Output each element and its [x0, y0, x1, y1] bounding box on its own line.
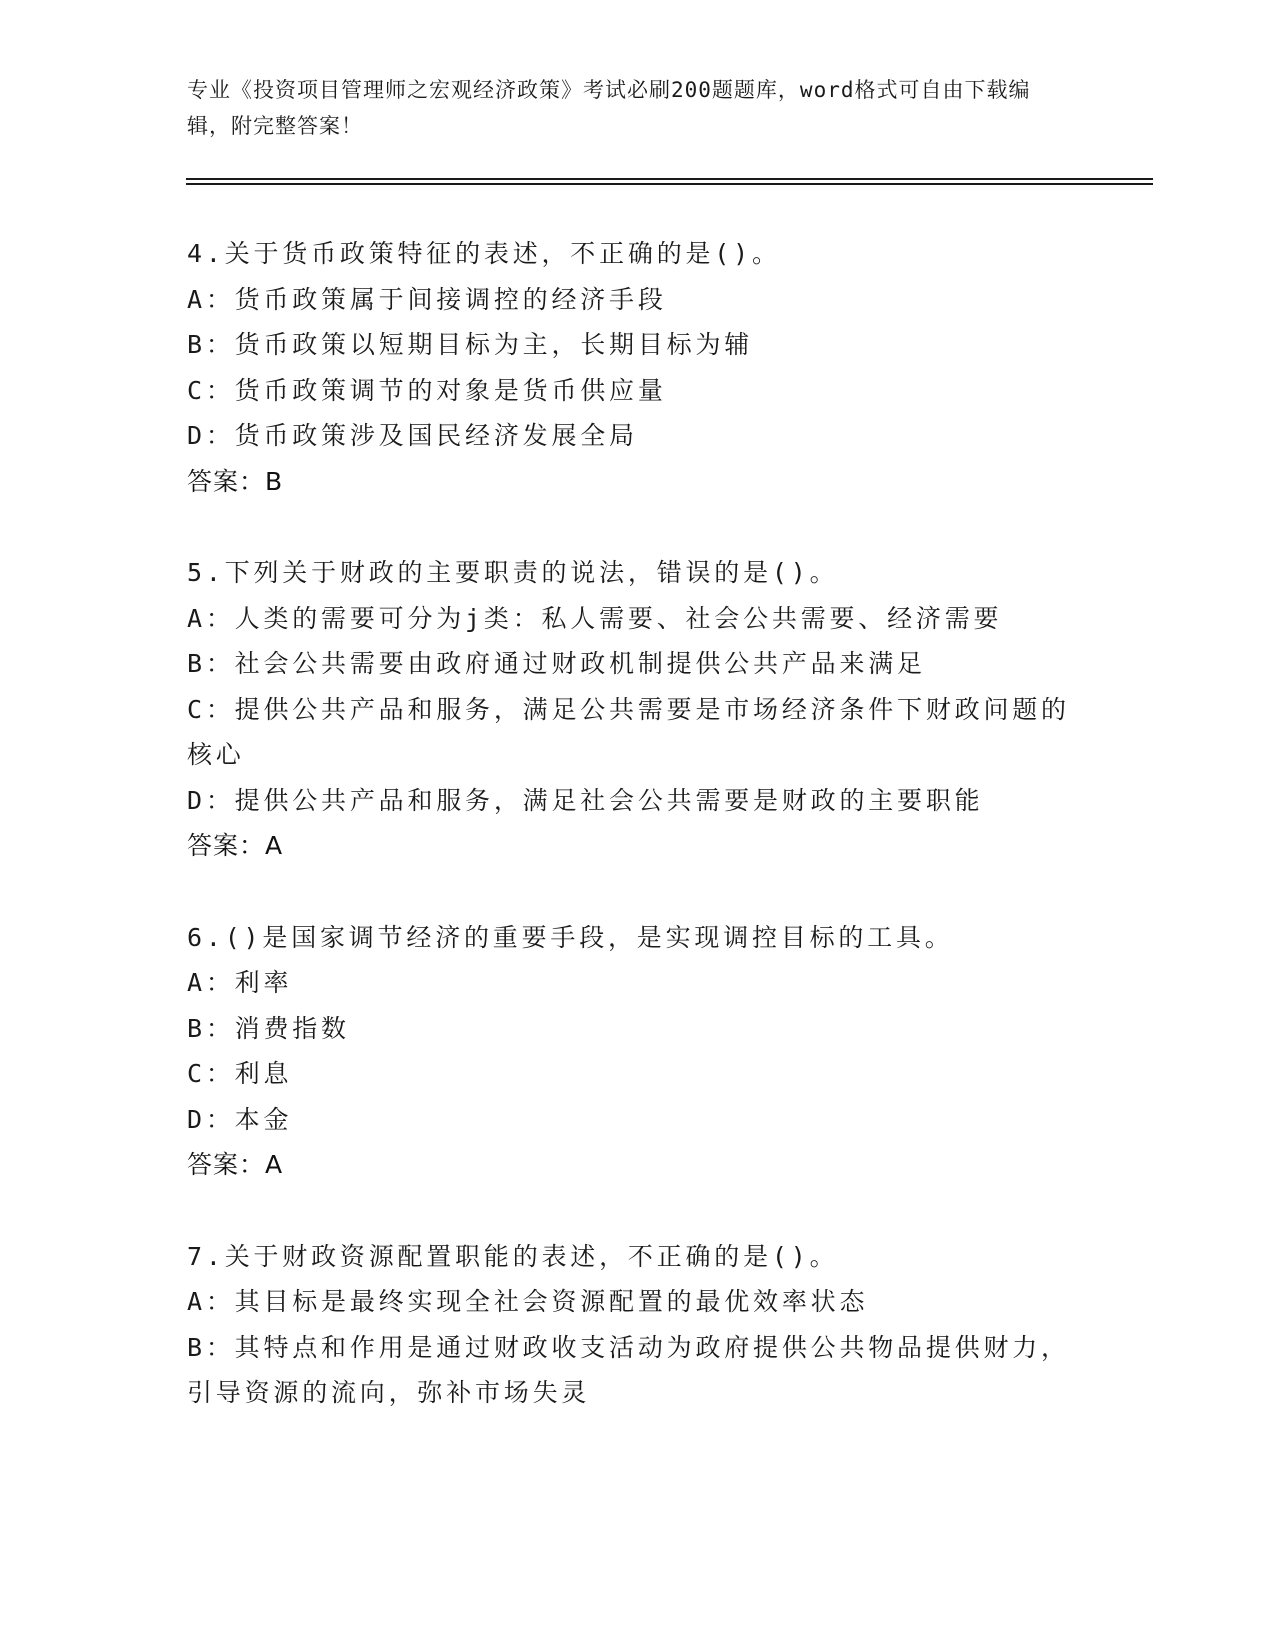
question-item: [187, 1234, 1087, 1416]
option-a: A：利率: [187, 968, 293, 997]
question-stem: 6.()是国家调节经济的重要手段，是实现调控目标的工具。: [187, 922, 954, 952]
document-header: 专业《投资项目管理师之宏观经济政策》考试必刷200题题库，word格式可自由下载编辑，附完整答案！: [187, 78, 1031, 138]
option-b: B：消费指数: [187, 1013, 350, 1043]
header-divider-top: [186, 178, 1153, 180]
option-a: A：货币政策属于间接调控的经济手段: [187, 284, 667, 314]
option-d: D：货币政策涉及国民经济发展全局: [187, 421, 638, 450]
option-a: A：其目标是最终实现全社会资源配置的最优效率状态: [187, 1287, 869, 1316]
question-stem: 4.关于货币政策特征的表述，不正确的是()。: [187, 239, 781, 268]
answer-label: 答案：A: [187, 831, 284, 860]
option-b: B：社会公共需要由政府通过财政机制提供公共产品来满足: [187, 649, 926, 678]
answer-label: 答案：B: [187, 466, 284, 496]
option-c: C：利息: [187, 1059, 293, 1088]
option-d: D：提供公共产品和服务，满足社会公共需要是财政的主要职能: [187, 785, 984, 815]
option-a: A：人类的需要可分为j类：私人需要、社会公共需要、经济需要: [187, 603, 1003, 633]
question-item: [187, 915, 1087, 1188]
question-stem: 5.下列关于财政的主要职责的说法，错误的是()。: [187, 558, 839, 587]
option-b: B：货币政策以短期目标为主，长期目标为辅: [187, 330, 754, 359]
question-list: [187, 231, 1087, 1462]
question-item: [187, 231, 1087, 504]
option-d: D：本金: [187, 1104, 293, 1134]
question-stem: 7.关于财政资源配置职能的表述，不正确的是()。: [187, 1241, 839, 1271]
option-b: B：其特点和作用是通过财政收支活动为政府提供公共物品提供财力，引导资源的流向，弥补市场失灵: [187, 1332, 1070, 1407]
answer-label: 答案：A: [187, 1150, 284, 1179]
question-item: [187, 550, 1087, 869]
option-c: C：货币政策调节的对象是货币供应量: [187, 375, 667, 405]
option-c: C：提供公共产品和服务，满足公共需要是市场经济条件下财政问题的核心: [187, 694, 1070, 769]
header-divider-bottom: [186, 183, 1153, 185]
